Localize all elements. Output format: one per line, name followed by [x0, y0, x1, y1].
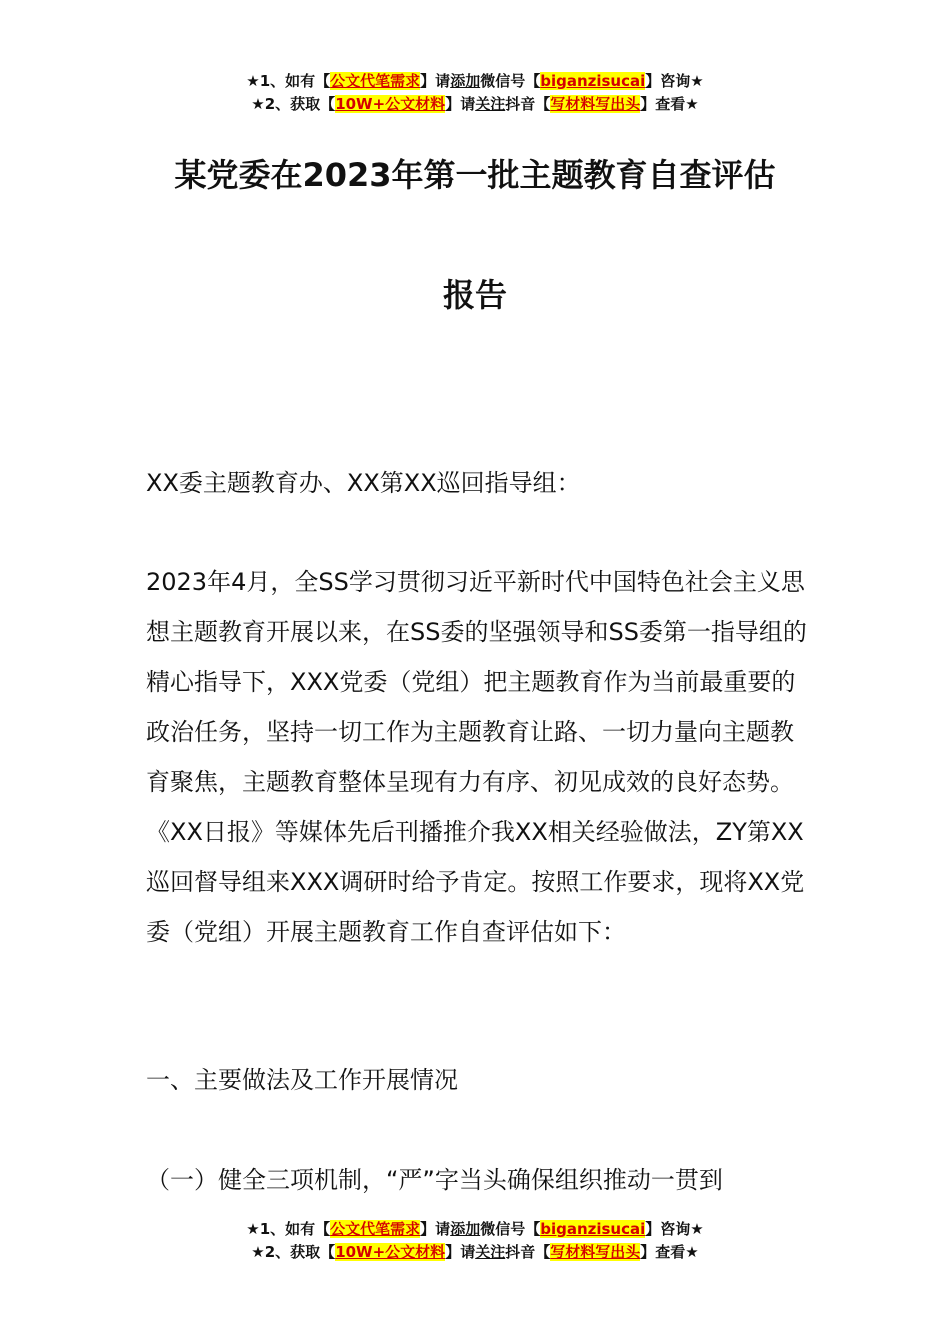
promo-line-1	[0, 1218, 950, 1241]
promo-underline: 添加	[450, 1220, 481, 1238]
promo-underline: 关注	[475, 1243, 506, 1261]
promo-underline: 关注	[475, 95, 506, 113]
promo-text: 微信号【	[480, 72, 541, 90]
promo-highlight: biganzisucai	[540, 72, 646, 90]
promo-text: ★2、获取【	[251, 1243, 336, 1261]
promo-line-2	[0, 1241, 950, 1264]
promo-text: ★2、获取【	[251, 95, 336, 113]
promo-banner-bottom	[0, 1218, 950, 1264]
promo-highlight: 10W+公文材料	[335, 1243, 446, 1261]
promo-text: 抖音【	[505, 95, 551, 113]
promo-text: ★1、如有【	[246, 1220, 331, 1238]
promo-text: 】咨询★	[645, 72, 704, 90]
promo-banner-top	[0, 70, 950, 116]
promo-highlight: 写材料写出头	[550, 95, 641, 113]
promo-highlight: biganzisucai	[540, 1220, 646, 1238]
promo-highlight: 公文代笔需求	[330, 1220, 421, 1238]
subsection-heading: （一）健全三项机制，“严”字当头确保组织推动一贯到	[146, 1166, 723, 1194]
promo-text: 抖音【	[505, 1243, 551, 1261]
promo-highlight: 公文代笔需求	[330, 72, 421, 90]
section-heading: 一、主要做法及工作开展情况	[146, 1066, 458, 1094]
promo-text: 】请	[445, 95, 476, 113]
body-paragraph: 2023年4月，全SS学习贯彻习近平新时代中国特色社会主义思想主题教育开展以来，在SS委的坚强领导和SS委第一指导组的精心指导下，XXX党委（党组）把主题教育作为当前最重要的政治任务，坚持一切工作为主题教育让路、一切力量向主题教育聚焦，主题教育整体呈现有力有序、初见成效的良好态势。《XX日报》等媒体先后刊播推介我XX相关经验做法，ZY第XX巡回督导组来XXX调研时给予肯定。按照工作要求，现将XX党委（党组）开展主题教育工作自查评估如下：	[146, 568, 807, 946]
promo-text: 】请	[420, 72, 451, 90]
document-title-line-2: 报告	[442, 276, 507, 314]
promo-text: 】请	[420, 1220, 451, 1238]
promo-text: 】查看★	[640, 1243, 699, 1261]
salutation: XX委主题教育办、XX第XX巡回指导组：	[146, 469, 581, 497]
promo-line-2	[0, 93, 950, 116]
promo-text: 微信号【	[480, 1220, 541, 1238]
promo-text: 】查看★	[640, 95, 699, 113]
document-title-line-1: 某党委在2023年第一批主题教育自查评估	[174, 156, 776, 194]
promo-text: 】请	[445, 1243, 476, 1261]
promo-line-1	[0, 70, 950, 93]
promo-text: 】咨询★	[645, 1220, 704, 1238]
promo-underline: 添加	[450, 72, 481, 90]
promo-highlight: 写材料写出头	[550, 1243, 641, 1261]
promo-text: ★1、如有【	[246, 72, 331, 90]
promo-highlight: 10W+公文材料	[335, 95, 446, 113]
